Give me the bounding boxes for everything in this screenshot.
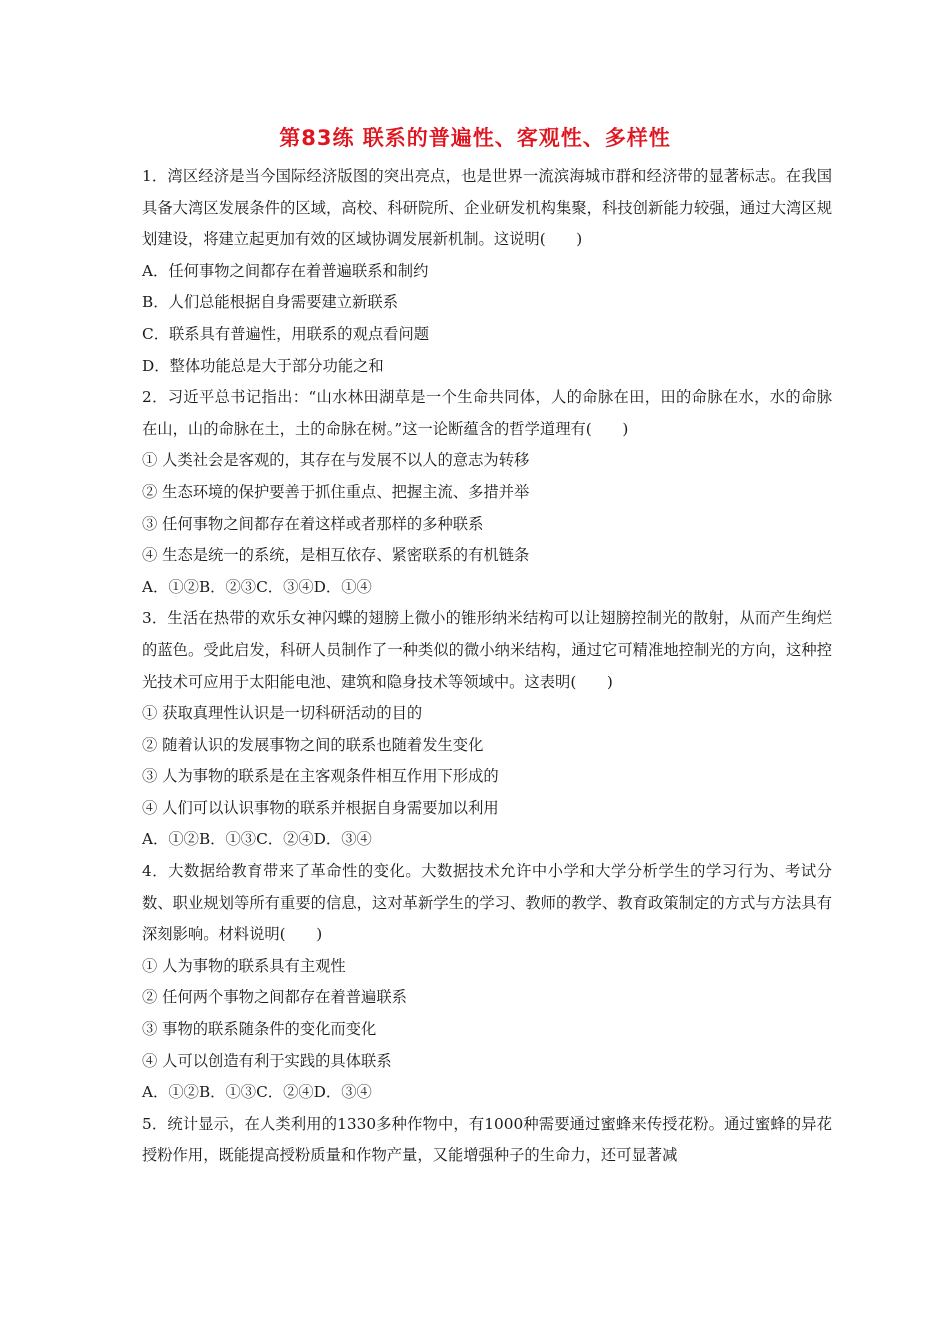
question-2-statement-1: ① 人类社会是客观的，其存在与发展不以人的意志为转移 — [142, 451, 530, 470]
question-2-statement-3: ③ 任何事物之间都存在着这样或者那样的多种联系 — [142, 514, 484, 533]
question-1-stem: 1．湾区经济是当今国际经济版图的突出亮点，也是世界一流滨海城市群和经济带的显著标志。在我国具备大湾区发展条件的区域，高校、科研院所、企业研发机构集聚，科技创新能力较强，通过大湾区规划建设，将建立起更加有效的区域协调发展新机制。这说明( ) — [142, 167, 832, 249]
question-1-option-c: C．联系具有普遍性，用联系的观点看问题 — [142, 324, 430, 343]
question-4-statement-1: ① 人为事物的联系具有主观性 — [142, 956, 346, 975]
question-list — [142, 161, 832, 1172]
question-2-statement-2: ② 生态环境的保护要善于抓住重点、把握主流、多措并举 — [142, 482, 530, 501]
question-2-choices: A．①②B．②③C．③④D．①④ — [142, 577, 372, 596]
question-3-stem: 3．生活在热带的欢乐女神闪蝶的翅膀上微小的锥形纳米结构可以让翅膀控制光的散射，从而产生绚烂的蓝色。受此启发，科研人员制作了一种类似的微小纳米结构，通过它可精准地控制光的方向，这种控光技术可应用于太阳能电池、建筑和隐身技术等领域中。这表明( ) — [142, 609, 832, 691]
question-1-option-a: A．任何事物之间都存在着普遍联系和制约 — [142, 261, 429, 280]
question-4-stem: 4．大数据给教育带来了革命性的变化。大数据技术允许中小学和大学分析学生的学习行为、考试分数、职业规划等所有重要的信息，这对革新学生的学习、教师的教学、教育政策制定的方式与方法具有深刻影响。材料说明( ) — [142, 862, 832, 944]
question-2-statement-4: ④ 生态是统一的系统，是相互依存、紧密联系的有机链条 — [142, 546, 530, 565]
question-2-stem: 2．习近平总书记指出：“山水林田湖草是一个生命共同体，人的命脉在田，田的命脉在水，水的命脉在山，山的命脉在土，土的命脉在树。”这一论断蕴含的哲学道理有( ) — [142, 388, 832, 438]
question-1-option-b: B．人们总能根据自身需要建立新联系 — [142, 293, 398, 312]
question-3-statement-4: ④ 人们可以认识事物的联系并根据自身需要加以利用 — [142, 798, 499, 817]
question-3-choices: A．①②B．①③C．②④D．③④ — [142, 830, 372, 849]
question-4-statement-4: ④ 人可以创造有利于实践的具体联系 — [142, 1051, 392, 1070]
question-3-statement-3: ③ 人为事物的联系是在主客观条件相互作用下形成的 — [142, 767, 499, 786]
question-3-statement-2: ② 随着认识的发展事物之间的联系也随着发生变化 — [142, 735, 484, 754]
question-1-option-d: D．整体功能总是大于部分功能之和 — [142, 356, 384, 375]
question-3-statement-1: ① 获取真理性认识是一切科研活动的目的 — [142, 704, 423, 723]
question-4-statement-3: ③ 事物的联系随条件的变化而变化 — [142, 1020, 377, 1039]
page-title: 第83练 联系的普遍性、客观性、多样性 — [279, 126, 671, 150]
question-4-statement-2: ② 任何两个事物之间都存在着普遍联系 — [142, 988, 407, 1007]
question-4-choices: A．①②B．①③C．②④D．③④ — [142, 1083, 372, 1102]
question-5-stem: 5．统计显示，在人类利用的1330多种作物中，有1000种需要通过蜜蜂来传授花粉。通过蜜蜂的异花授粉作用，既能提高授粉质量和作物产量，又能增强种子的生命力，还可显著减 — [142, 1114, 832, 1165]
